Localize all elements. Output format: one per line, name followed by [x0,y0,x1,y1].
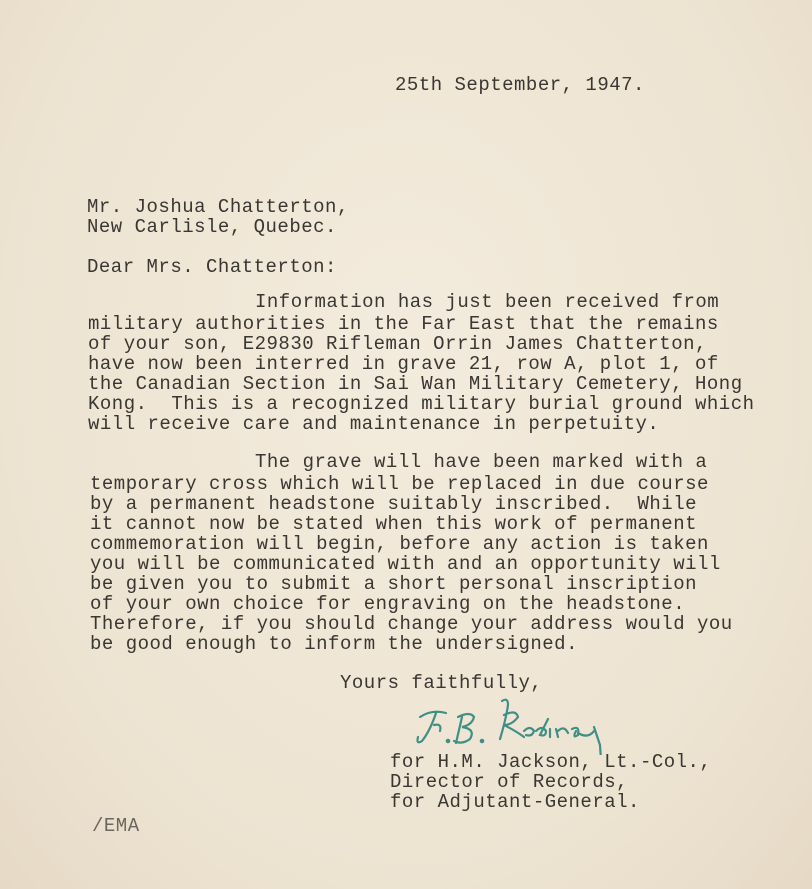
signature-line-2: Director of Records, [390,771,629,793]
letter-date: 25th September, 1947. [395,74,645,96]
paragraph-line: The grave will have been marked with a [255,451,708,473]
paragraph-line: military authorities in the Far East that the remains [88,313,719,335]
paragraph-line: Information has just been received from [255,291,720,313]
paragraph-line: be given you to submit a short personal inscription [90,573,697,595]
paragraph-line: temporary cross which will be replaced in due course [90,473,709,495]
handwritten-signature [412,695,612,755]
paragraph-line: commemoration will begin, before any action is taken [90,533,709,555]
paragraph-line: will receive care and maintenance in perpetuity. [88,413,660,435]
signature-line-3: for Adjutant-General. [390,791,640,813]
reference-initials: /EMA [92,815,140,837]
paragraph-line: the Canadian Section in Sai Wan Military Cemetery, Hong [88,373,743,395]
paragraph-line: of your son, E29830 Rifleman Orrin James Chatterton, [88,333,707,355]
paragraph-line: Therefore, if you should change your address would you [90,613,733,635]
paragraph-line: have now been interred in grave 21, row A, plot 1, of [88,353,719,375]
paragraph-line: be good enough to inform the undersigned. [90,633,578,655]
recipient-address: New Carlisle, Quebec. [87,216,337,238]
paragraph-line: it cannot now be stated when this work of permanent [90,513,697,535]
signature-line-1: for H.M. Jackson, Lt.-Col., [390,751,712,773]
paragraph-line: of your own choice for engraving on the headstone. [90,593,686,615]
paragraph-line: by a permanent headstone suitably inscribed. While [90,493,697,515]
salutation: Dear Mrs. Chatterton: [87,256,337,278]
closing: Yours faithfully, [340,672,543,694]
paragraph-line: Kong. This is a recognized military burial ground which [88,393,755,415]
paragraph-line: you will be communicated with and an opportunity will [90,553,721,575]
recipient-name: Mr. Joshua Chatterton, [87,196,349,218]
